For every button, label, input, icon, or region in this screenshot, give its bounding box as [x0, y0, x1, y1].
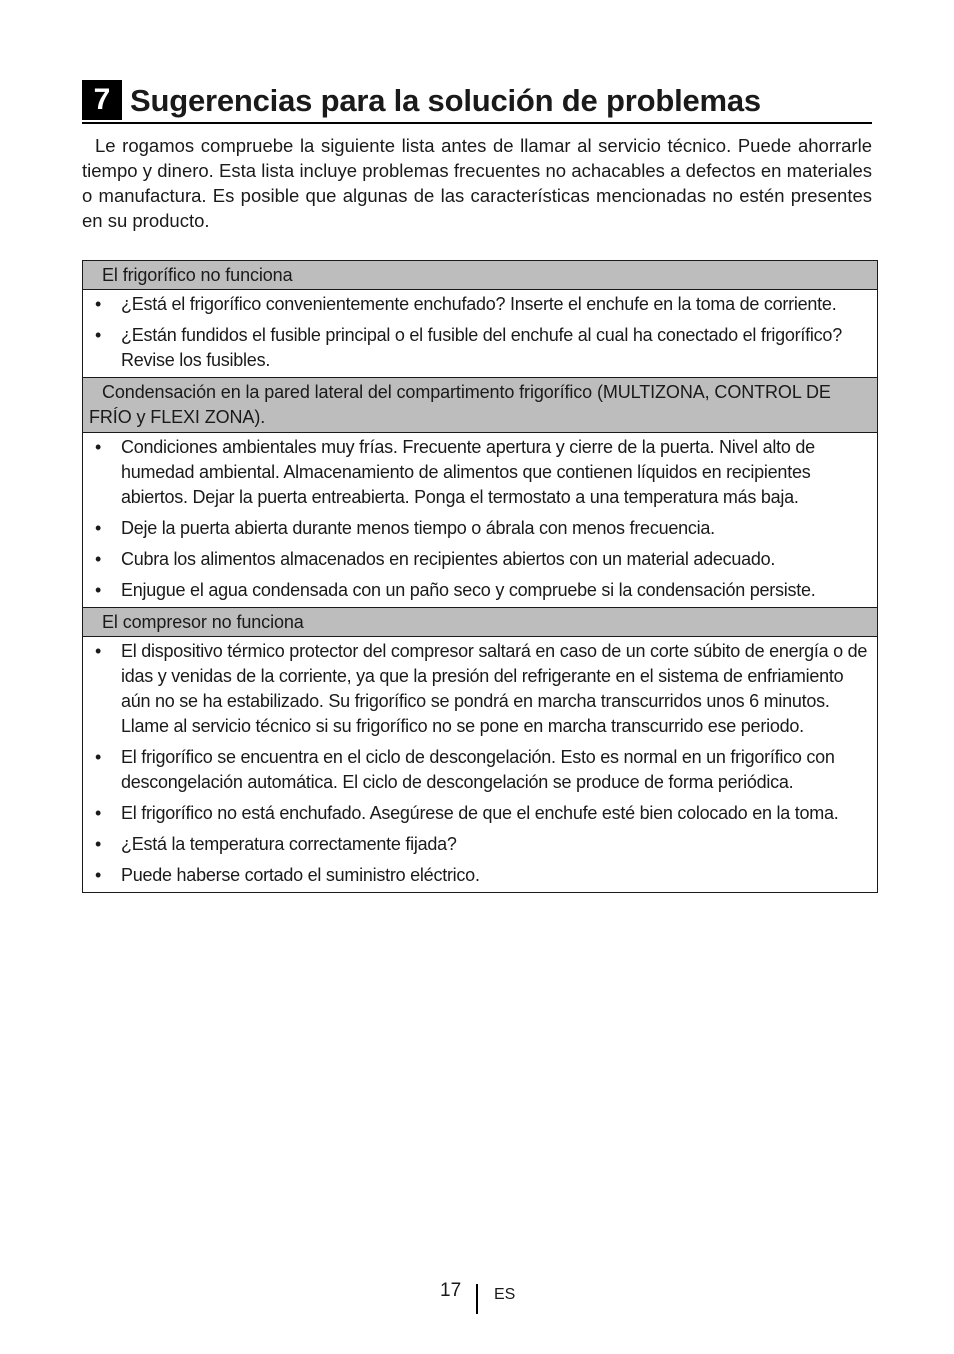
intro-paragraph: Le rogamos compruebe la siguiente lista antes de llamar al servicio técnico. Puede ahorrarle tiempo y dinero. Esta lista incluye problemas frecuentes no achacables a defectos en materiales o manufactura. Es posible que algunas de las características mencionadas no estén presentes en su producto.: [82, 135, 872, 231]
footer-divider: [476, 1284, 478, 1314]
list-item: [83, 639, 871, 739]
page-number: 17: [440, 1280, 462, 1301]
page-title: Sugerencias para la solución de problemas: [130, 83, 761, 118]
section-header-condensation: Condensación en la pared lateral del compartimento frigorífico (MULTIZONA, CONTROL DE FRÍO y FLEXI ZONA).: [83, 378, 877, 433]
list-item: [83, 292, 871, 317]
bullet-icon: •: [94, 747, 102, 767]
list-item: [83, 863, 871, 888]
bullet-icon: •: [94, 834, 102, 854]
troubleshooting-table: [82, 260, 878, 893]
list-item: [83, 516, 871, 541]
list-item: [83, 832, 871, 857]
section-number-badge: 7: [82, 80, 122, 120]
bullet-icon: •: [94, 325, 102, 345]
item-text: Puede haberse cortado el suministro eléctrico.: [121, 865, 480, 885]
list-item: [83, 435, 871, 510]
item-text: ¿Está la temperatura correctamente fijada?: [121, 834, 457, 854]
bullet-icon: •: [94, 803, 102, 823]
section-body-condensation: [83, 433, 877, 608]
bullet-icon: •: [94, 641, 102, 661]
section-heading: [82, 80, 872, 124]
item-text: Cubra los alimentos almacenados en recipientes abiertos con un material adecuado.: [121, 549, 776, 569]
list-item: [83, 547, 871, 572]
item-text: Deje la puerta abierta durante menos tiempo o ábrala con menos frecuencia.: [121, 518, 715, 538]
section-header-compressor-not-working: El compresor no funciona: [83, 608, 877, 637]
list-item: [83, 745, 871, 795]
item-text: ¿Están fundidos el fusible principal o el fusible del enchufe al cual ha conectado el frigorífico? Revise los fusibles.: [121, 325, 842, 370]
item-text: ¿Está el frigorífico convenientemente enchufado? Inserte el enchufe en la toma de corriente.: [121, 294, 837, 314]
list-item: [83, 323, 871, 373]
section-header-fridge-not-working: El frigorífico no funciona: [83, 261, 877, 290]
list-item: [83, 801, 871, 826]
list-item: [83, 578, 871, 603]
bullet-icon: •: [94, 518, 102, 538]
item-text: Enjugue el agua condensada con un paño seco y compruebe si la condensación persiste.: [121, 580, 816, 600]
bullet-icon: •: [94, 580, 102, 600]
section-body-compressor-not-working: [83, 637, 877, 892]
section-body-fridge-not-working: [83, 290, 877, 378]
bullet-icon: •: [94, 549, 102, 569]
item-text: El frigorífico no está enchufado. Asegúrese de que el enchufe esté bien colocado en la toma.: [121, 803, 839, 823]
bullet-icon: •: [94, 865, 102, 885]
bullet-icon: •: [94, 437, 102, 457]
bullet-icon: •: [94, 294, 102, 314]
item-text: Condiciones ambientales muy frías. Frecuente apertura y cierre de la puerta. Nivel alto de humedad ambiental. Almacenamiento de alimentos que contienen líquidos en recipientes abiertos. Dejar la puerta entreabierta. Ponga el termostato a una temperatura más baja.: [121, 437, 815, 507]
language-code: ES: [494, 1286, 516, 1303]
item-text: El dispositivo térmico protector del compresor saltará en caso de un corte súbito de energía o de idas y venidas de la corriente, ya que la presión del refrigerante en el sistema de enfriamiento aún no se ha estabilizado. Su frigorífico se pondrá en marcha transcurridos unos 6 minutos. Llame al servicio técnico si su frigorífico no se pone en marcha transcurrido ese periodo.: [121, 641, 868, 736]
item-text: El frigorífico se encuentra en el ciclo de descongelación. Esto es normal en un frigorífico con descongelación automática. El ciclo de descongelación se produce de forma periódica.: [121, 747, 835, 792]
